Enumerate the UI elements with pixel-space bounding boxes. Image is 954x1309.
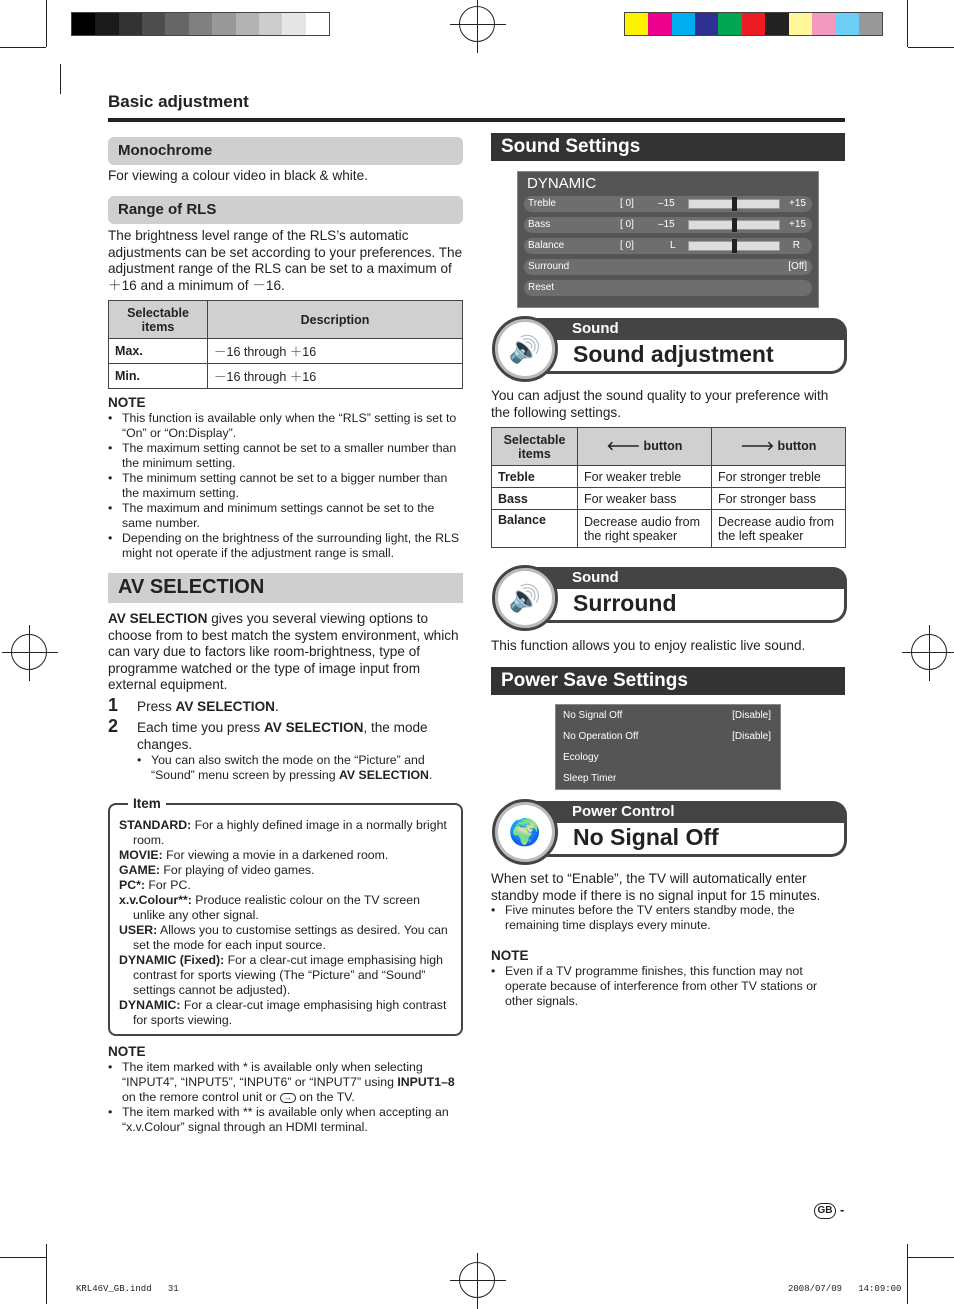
table-cell: For stronger bass xyxy=(712,488,846,510)
table-cell: For stronger treble xyxy=(712,466,846,488)
color-calibration-bar xyxy=(624,12,883,36)
note-item: • This function is available only when the “RLS” setting is set to “On” or “On:Display”. xyxy=(108,411,463,441)
input-icon: → xyxy=(280,1093,296,1103)
leaf-globe-icon: 🌍 xyxy=(492,799,558,865)
table-header: Selectable items xyxy=(109,301,208,339)
step-number: 2 xyxy=(108,716,119,736)
color-swatch xyxy=(742,13,765,35)
av-selection-heading: AV SELECTION xyxy=(108,573,463,603)
gray-swatch xyxy=(189,13,212,35)
note-item: • The item marked with ** is available only when accepting an “x.v.Colour” signal through an HDMI terminal. xyxy=(108,1105,463,1135)
step-2-subnote xyxy=(137,753,463,783)
list-item: STANDARD: For a highly defined image in a normally bright room. xyxy=(119,818,447,847)
table-header: Selectable items xyxy=(492,428,578,466)
sound-adj-table xyxy=(491,427,846,548)
list-item: DYNAMIC: For a clear-cut image emphasising high contrast for sports viewing. xyxy=(119,998,447,1027)
osd-row-reset[interactable]: Reset xyxy=(524,280,812,296)
table-cell: Treble xyxy=(492,466,578,488)
crop-mark xyxy=(46,1244,47,1304)
treble-slider[interactable] xyxy=(688,199,780,209)
note-heading: NOTE xyxy=(108,1044,146,1059)
sound-adjustment-banner xyxy=(492,316,847,382)
osd-row-surround[interactable]: Surround [Off] xyxy=(524,259,812,275)
surround-text: This function allows you to enjoy realistic live sound. xyxy=(491,638,806,653)
table-cell: Min. xyxy=(109,364,208,389)
list-item: USER: Allows you to customise settings as desired. You can set the mode for each input source. xyxy=(119,923,448,952)
osd-row[interactable]: Sleep Timer xyxy=(563,773,617,784)
note-item: • You can also switch the mode on the “Picture” and “Sound” menu screen by pressing AV SELECTION. xyxy=(137,753,463,783)
rls-text: The brightness level range of the RLS’s automatic adjustments can be set according to your preferences. The adjustment range of the RLS can be set to a maximum of ＋16 and a minimum of －16. xyxy=(108,228,463,293)
rls-table xyxy=(108,300,463,389)
av-notes xyxy=(108,1060,463,1135)
banner-title: Sound adjustment xyxy=(522,340,847,374)
surround-banner xyxy=(492,565,847,631)
note-item: • The minimum setting cannot be set to a bigger number than the maximum setting. xyxy=(108,471,463,501)
color-swatch xyxy=(812,13,835,35)
crop-mark xyxy=(0,47,46,48)
osd-row[interactable]: No Operation Off [Disable] xyxy=(563,731,771,742)
list-item: DYNAMIC (Fixed): For a clear-cut image emphasising high contrast for sports viewing (The “Picture” and “Sound” settings cannot be adjusted). xyxy=(119,953,443,997)
list-item: PC*: For PC. xyxy=(119,878,191,892)
osd-row-treble: Treble [ 0] –15 +15 xyxy=(524,196,812,212)
footer-date: 2008/07/09 14:09:00 xyxy=(788,1284,902,1294)
crop-mark xyxy=(60,64,61,94)
item-list xyxy=(119,818,455,1028)
crop-mark xyxy=(908,47,954,48)
registration-mark xyxy=(459,1262,495,1298)
table-header: 🡐 button xyxy=(578,428,712,466)
monochrome-text: For viewing a colour video in black & white. xyxy=(108,168,368,183)
gray-swatch xyxy=(72,13,95,35)
step-1: Press AV SELECTION. xyxy=(137,699,279,714)
item-box-title: Item xyxy=(128,796,166,811)
crop-mark xyxy=(0,1257,46,1258)
color-swatch xyxy=(625,13,648,35)
banner-category: Sound xyxy=(522,567,847,589)
color-swatch xyxy=(859,13,882,35)
bass-slider[interactable] xyxy=(688,220,780,230)
list-item: MOVIE: For viewing a movie in a darkened room. xyxy=(119,848,389,862)
header-rule xyxy=(108,118,845,122)
osd-row[interactable]: No Signal Off [Disable] xyxy=(563,710,771,721)
table-cell: For weaker bass xyxy=(578,488,712,510)
note-item: • The maximum and minimum settings cannot be set to the same number. xyxy=(108,501,463,531)
gray-swatch xyxy=(212,13,235,35)
crop-mark xyxy=(908,1257,954,1258)
sound-osd-screen xyxy=(517,171,819,308)
table-header: Description xyxy=(208,301,463,339)
gray-calibration-bar xyxy=(71,12,330,36)
registration-mark xyxy=(11,634,47,670)
registration-mark xyxy=(911,634,947,670)
power-osd-screen xyxy=(555,704,781,790)
slider-knob[interactable] xyxy=(732,218,737,232)
gray-swatch xyxy=(236,13,259,35)
color-swatch xyxy=(648,13,671,35)
color-swatch xyxy=(718,13,741,35)
speaker-icon: 🔊 xyxy=(492,565,558,631)
av-intro: AV SELECTION gives you several viewing options to choose from to best match the system environment, which can vary due to factors like room-brightness, type of programme watched or the type of image input from external equipment. xyxy=(108,611,459,693)
note-item: • Depending on the brightness of the surrounding light, the RLS might not operate if the adjustment range is small. xyxy=(108,531,463,561)
gray-swatch xyxy=(259,13,282,35)
osd-row-balance: Balance [ 0] L R xyxy=(524,238,812,254)
color-swatch xyxy=(789,13,812,35)
banner-category: Sound xyxy=(522,318,847,340)
slider-knob[interactable] xyxy=(732,197,737,211)
gray-swatch xyxy=(306,13,329,35)
monochrome-heading: Monochrome xyxy=(108,137,463,165)
table-cell: Bass xyxy=(492,488,578,510)
footer-file: KRL46V_GB.indd 31 xyxy=(76,1284,179,1294)
note-item: • The item marked with * is available only when selecting “INPUT4”, “INPUT5”, “INPUT6” or “INPUT7” using INPUT1–8 on the remore control unit or → on the TV. xyxy=(108,1060,463,1105)
table-cell: －16 through ＋16 xyxy=(208,339,463,364)
list-item: x.v.Colour**: Produce realistic colour on the TV screen unlike any other signal. xyxy=(119,893,420,922)
crop-mark xyxy=(46,0,47,47)
region-badge: GB xyxy=(814,1203,836,1219)
table-cell: Balance xyxy=(492,510,578,548)
note-heading: NOTE xyxy=(108,395,146,410)
color-swatch xyxy=(695,13,718,35)
table-cell: Decrease audio from the right speaker xyxy=(578,510,712,548)
banner-category: Power Control xyxy=(522,801,847,823)
registration-mark xyxy=(459,6,495,42)
note-item: • The maximum setting cannot be set to a smaller number than the minimum setting. xyxy=(108,441,463,471)
no-signal-notes xyxy=(491,964,836,1009)
sound-adj-text: You can adjust the sound quality to your preference with the following settings. xyxy=(491,388,829,420)
page-separator: - xyxy=(840,1202,845,1217)
step-2: Each time you press AV SELECTION, the mode changes. xyxy=(137,720,428,752)
no-signal-bullets xyxy=(491,903,836,933)
no-signal-off-banner xyxy=(492,799,847,865)
gray-swatch xyxy=(282,13,305,35)
osd-row[interactable]: Ecology xyxy=(563,752,599,763)
note-heading: NOTE xyxy=(491,948,529,963)
crop-mark xyxy=(907,0,908,47)
note-item: • Even if a TV programme finishes, this function may not operate because of interference from other TV stations or other signals. xyxy=(491,964,836,1009)
note-item: • Five minutes before the TV enters standby mode, the remaining time displays every minute. xyxy=(491,903,836,933)
table-cell: －16 through ＋16 xyxy=(208,364,463,389)
color-swatch xyxy=(672,13,695,35)
rls-notes xyxy=(108,411,463,561)
table-cell: Max. xyxy=(109,339,208,364)
gray-swatch xyxy=(95,13,118,35)
no-signal-text: When set to “Enable”, the TV will automatically enter standby mode if there is no signal input for 15 minutes. xyxy=(491,871,821,903)
list-item: GAME: For playing of video games. xyxy=(119,863,315,877)
gray-swatch xyxy=(165,13,188,35)
slider-knob[interactable] xyxy=(732,239,737,253)
osd-mode: DYNAMIC xyxy=(527,175,597,192)
page-section-title: Basic adjustment xyxy=(108,92,249,111)
crop-mark xyxy=(907,1244,908,1304)
gray-swatch xyxy=(119,13,142,35)
sound-settings-heading: Sound Settings xyxy=(491,133,845,161)
step-number: 1 xyxy=(108,695,119,715)
banner-title: No Signal Off xyxy=(522,823,847,857)
rls-heading: Range of RLS xyxy=(108,196,463,224)
osd-row-bass: Bass [ 0] –15 +15 xyxy=(524,217,812,233)
gray-swatch xyxy=(142,13,165,35)
speaker-icon: 🔊 xyxy=(492,316,558,382)
table-cell: For weaker treble xyxy=(578,466,712,488)
banner-title: Surround xyxy=(522,589,847,623)
color-swatch xyxy=(765,13,788,35)
balance-slider[interactable] xyxy=(688,241,780,251)
table-cell: Decrease audio from the left speaker xyxy=(712,510,846,548)
power-save-heading: Power Save Settings xyxy=(491,667,845,695)
table-header: 🡒 button xyxy=(712,428,846,466)
color-swatch xyxy=(835,13,858,35)
